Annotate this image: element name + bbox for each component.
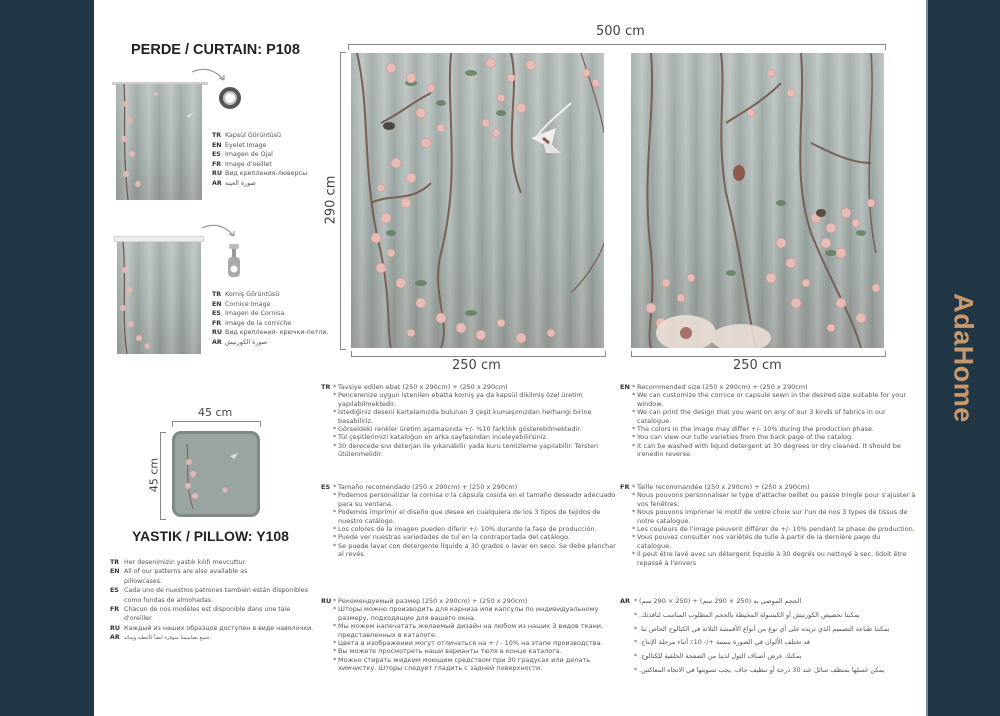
pillow-notes bbox=[110, 558, 313, 644]
description-es bbox=[321, 483, 617, 559]
description-ru bbox=[321, 597, 617, 673]
pillow-note-row: EN All of our patterns are also available as bbox=[110, 568, 248, 576]
legend-row: ES Imagen de Ojal bbox=[212, 151, 273, 159]
curtain-title: PERDE / CURTAIN: P108 bbox=[131, 42, 300, 58]
description-item: * Puede ver nuestras variedades de tul en la contraportada del catálogo. bbox=[333, 533, 617, 541]
pillow-height-label: 45 cm bbox=[147, 457, 161, 493]
language-code: RU bbox=[321, 597, 332, 605]
description-item: * Nous pouvons imprimer le motif de votre choix sur l'un de nos 3 types de tissus de notre catalogue. bbox=[632, 508, 916, 525]
eyelet-ring-icon bbox=[219, 87, 241, 109]
curtain-panel-left bbox=[351, 53, 604, 348]
brand-logo: AdaHome bbox=[948, 293, 979, 423]
eyelet-curtain-thumbnail bbox=[116, 84, 202, 200]
pillow-note-row: RU Каждый из наших образцов доступен в виде наволочки. bbox=[110, 624, 314, 632]
description-item: * Vous pouvez consulter nos variétés de tulle à partir de la dernière page du catalogue. bbox=[632, 533, 916, 550]
description-item: * The colors in the image may differ +/- 10% during the production phase. bbox=[632, 425, 912, 433]
pillow-note-row: FR Chacun de nos modèles est disponible dans une taie bbox=[110, 606, 291, 614]
description-item: * قد تختلف الألوان في الصورة بنسبة +/- 10٪ أثناء مرحلة الإنتاج. bbox=[634, 638, 916, 646]
pillow-width-bracket bbox=[172, 421, 261, 427]
legend-row: RU Вид крепления- крючки-петли. bbox=[212, 329, 329, 337]
description-item: * Recommended size (250 x 290cm) + (250 x 290cm) bbox=[632, 383, 912, 391]
description-item: * Цвета в изображении могут отличаться на + / - 10% на этапе производства. bbox=[333, 639, 617, 647]
description-item: * Nous pouvons personnaliser le type d'attache oeillet ou passe tringle pour s'ajuster à vos fenêtres. bbox=[632, 491, 916, 508]
panel-left-width-label: 250 cm bbox=[452, 358, 501, 373]
description-item: * Tül çeşitlerimizi kataloğun en arka sayfasından inceleyebilirsiniz. bbox=[333, 433, 611, 441]
legend-row: RU Вид крепления-люверсы bbox=[212, 170, 308, 178]
description-item: * Los colores de la imagen pueden diferir +/- 10% durante la fase de producción. bbox=[333, 525, 617, 533]
pillow-note-row: ES Cada uno de nuestros patrones también están disponibles bbox=[110, 587, 308, 595]
description-item: * يمكننا تخصيص الكورنيش أو الكبسولة المخيطة بالحجم المطلوب المناسب لنافذتك. bbox=[634, 611, 916, 619]
panel-right-width-bracket bbox=[631, 351, 886, 357]
description-item: * Les couleurs de l'image peuvent différer de +/- 10% pendant la phase de production. bbox=[632, 525, 916, 533]
pillow-width-label: 45 cm bbox=[198, 406, 233, 419]
description-item: * Görseldeki renkler üretim aşamasında +/- %10 farklılık gösterebilmektedir. bbox=[333, 425, 611, 433]
curtain-panel-right bbox=[631, 53, 884, 348]
description-item: * Pencerenize uygun istenilen ebatta korniş ya da kapsül dikilmiş özel üretim yapılabilmektedir. bbox=[333, 391, 611, 408]
description-ar bbox=[620, 597, 916, 680]
pillow-title: YASTIK / PILLOW: Y108 bbox=[132, 528, 289, 544]
cornice-curtain-thumbnail bbox=[117, 242, 201, 354]
legend-row: TR Kapsül Görüntüsü bbox=[212, 132, 281, 139]
description-item: * Tavsiye edilen ebat (250 x 290cm) + (250 x 290cm) bbox=[333, 383, 611, 391]
height-label: 290 cm bbox=[323, 175, 339, 225]
description-item: * Podemos imprimir el diseño que desee en cualquiera de los 3 tipos de tejidos de nuestro catálogo. bbox=[333, 508, 617, 525]
description-item: * يمكن غسلها بمنظف سائل عند 30 درجة أو تنظيف جاف. يجب تسويتها في الاتجاه المعاكس. bbox=[634, 666, 916, 674]
description-item: * Tamaño recomendado (250 x 290cm) + (250 x 290cm) bbox=[333, 483, 617, 491]
description-item: * Podemos personalizar la cornisa o la cápsula cosida en el tamaño deseado adecuado para su ventana. bbox=[333, 491, 617, 508]
eyelet-legend bbox=[212, 131, 307, 189]
description-item: * It can be washed with liquid detergent at 30 degrees or dry cleaned. It should be ironedin reverse. bbox=[632, 442, 912, 459]
language-code: ES bbox=[321, 483, 331, 491]
pillow-note-row: AR جميع تصاميمنا متوفرة أيضاً كأغطية وسائد. bbox=[110, 634, 212, 642]
description-item: * يمكنك عرض أصناف التول لدينا من الصفحة الخلفية للكتالوج. bbox=[634, 652, 916, 660]
legend-row: FR Image d'oeillet bbox=[212, 160, 272, 168]
description-item: * Taille recommandée (250 x 290cm) + (250 x 290cm) bbox=[632, 483, 916, 491]
description-item: * You can view our tulle varieties from the back page of the catalog. bbox=[632, 433, 912, 441]
description-tr bbox=[321, 383, 611, 459]
description-item: * الحجم الموصى به (250 × 290 سم) + (250 × 290 سم) bbox=[634, 597, 916, 605]
description-item: * We can print the design that you want on any of our 3 kinds of fabrics in our catalogue. bbox=[632, 408, 912, 425]
description-item: * Мы можем напечатать желаемый дизайн на любом из наших 3 видов ткани, представленных в каталоге. bbox=[333, 622, 617, 639]
language-code: EN bbox=[620, 383, 630, 391]
description-item: * Se puede lavar con detergente líquido a 30 grados o lavar en seco. Se debe planchar al revés. bbox=[333, 542, 617, 559]
description-item: * İstediğiniz deseni kartelamızda bulunan 3 çeşit kumaşımızdan herhangi birine basabiliriz. bbox=[333, 408, 611, 425]
cornice-hook-icon bbox=[226, 244, 242, 280]
height-bracket bbox=[340, 52, 346, 350]
left-border-panel bbox=[0, 0, 94, 716]
language-code: FR bbox=[620, 483, 630, 491]
pillow-note-row: TR Her desenimizin yastık kılıfı mevcuttur. bbox=[110, 559, 247, 566]
panel-right-width-label: 250 cm bbox=[733, 358, 782, 373]
language-code: AR bbox=[620, 597, 631, 605]
cornice-legend bbox=[212, 290, 329, 348]
description-item: * Рекомендуемый размер (250 x 290cm) + (250 x 290cm) bbox=[333, 597, 617, 605]
panel-left-width-bracket bbox=[351, 351, 606, 357]
total-width-bracket bbox=[348, 44, 886, 50]
pillow-note-continuation: pillowcases. bbox=[124, 577, 163, 585]
description-item: * يمكننا طباعة التصميم الذي تريده على أي نوع من أنواع الأقمشة الثلاثة في الكتالوج الخاص بنا. bbox=[634, 625, 916, 633]
description-fr bbox=[620, 483, 916, 567]
description-item: * We can customize the cornice or capsule sewn in the desired size suitable for your window. bbox=[632, 391, 912, 408]
description-item: * Вы можете просмотреть наши варианты тюля в конце каталога. bbox=[333, 647, 617, 655]
description-item: * Можно стирать жидким моющим средством при 30 градусах или делать химчистку. Шторы следует гладить с задней поверхности. bbox=[333, 656, 617, 673]
legend-row: EN Eyelet Image bbox=[212, 141, 267, 149]
legend-row: FR Image de la corniche bbox=[212, 319, 292, 327]
pillow-height-bracket bbox=[160, 432, 166, 520]
legend-row: AR صورة الكورنيش bbox=[212, 338, 268, 346]
language-code: TR bbox=[321, 383, 331, 391]
description-en bbox=[620, 383, 912, 459]
legend-row: EN Cornice Image bbox=[212, 300, 271, 308]
pillow-note-continuation: d'oreiller. bbox=[124, 615, 154, 623]
description-item: * 30 derecede sıvı deterjan ile yıkanabilir yada kuru temizleme yapılabilir. Tersten ütülenmelidir. bbox=[333, 442, 611, 459]
legend-row: TR Korniş Görüntüsü bbox=[212, 291, 280, 298]
description-item: * Il peut être lavé avec un détergent liquide à 30 degrés ou nettoyé à sec. Ildoit être repassé à l'envers bbox=[632, 550, 916, 567]
legend-row: ES Imagen de Cornisa bbox=[212, 310, 285, 318]
pillow-note-continuation: como fundas de almohadas. bbox=[124, 596, 214, 604]
arrow-icon bbox=[200, 222, 240, 244]
pillow-image bbox=[175, 434, 257, 514]
description-item: * Шторы можно производить для карниза или капсулы по индивидуальному размеру, подходящие для вашего окна. bbox=[333, 605, 617, 622]
total-width-label: 500 cm bbox=[596, 24, 645, 39]
legend-row: AR صورة العينة bbox=[212, 179, 256, 187]
